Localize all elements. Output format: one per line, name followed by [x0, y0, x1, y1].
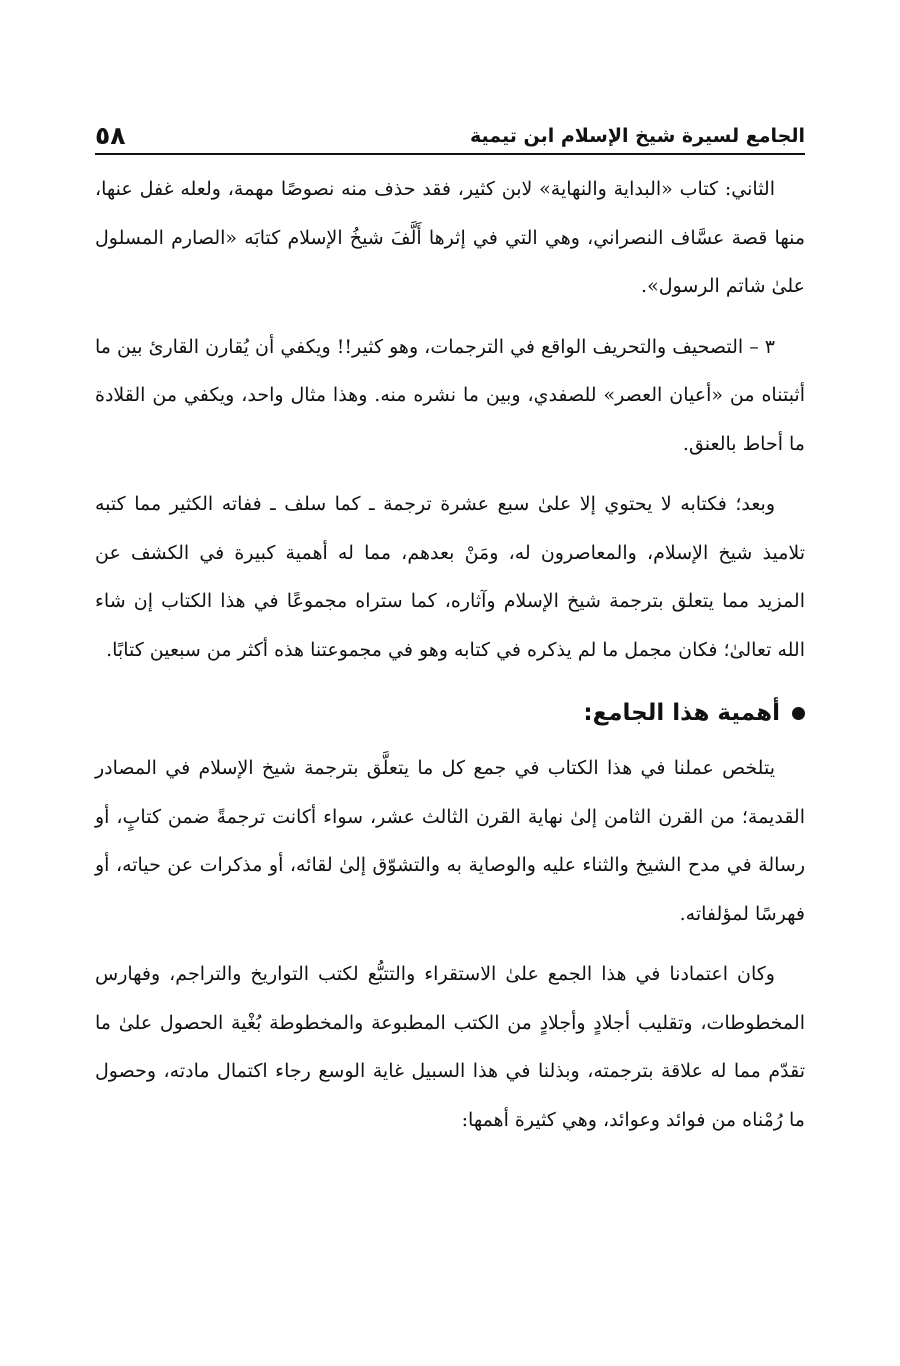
book-page	[95, 0, 805, 1366]
header-divider	[95, 153, 805, 155]
page-number: ٥٨	[95, 121, 126, 150]
section-heading-text: أهمية هذا الجامع:	[583, 700, 780, 726]
running-title: الجامع لسيرة شيخ الإسلام ابن تيمية	[469, 125, 805, 147]
paragraph-methodology: وكان اعتمادنا في هذا الجمع علىٰ الاستقراء والتتبُّع لكتب التواريخ والتراجم، وفهارس المخطوطات، وتقليب أجلادٍ وأجلادٍ من الكتب المطبوعة والمخطوطة بُغْية الحصول علىٰ ما تقدّم مما له علاقة بترجمته، وبذلنا في هذا السبيل غاية الوسع رجاء اكتمال مادته، وحصول ما رُمْناه من فوائد وعوائد، وهي كثيرة أهمها:	[95, 963, 805, 1131]
page-header	[95, 108, 805, 150]
section-heading	[95, 684, 805, 742]
paragraph-summary-of-work: يتلخص عملنا في هذا الكتاب في جمع كل ما يتعلَّق بترجمة شيخ الإسلام في المصادر القديمة؛ من القرن الثامن إلىٰ نهاية القرن الثالث عشر، سواء أكانت ترجمةً ضمن كتابٍ، أو رسالة في مدح الشيخ والثناء عليه والوصاية به والتشوّق إلىٰ لقائه، أو مذكرات عن حياته، أو فهرسًا لمؤلفاته.	[95, 757, 805, 925]
page-body	[95, 165, 805, 1144]
bullet-icon	[792, 707, 805, 720]
paragraph-tashif: ٣ – التصحيف والتحريف الواقع في الترجمات، وهو كثير!! ويكفي أن يُقارن القارئ بين ما أثبتناه من «أعيان العصر» للصفدي، وبين ما نشره منه. وهذا مثال واحد، ويكفي من القلادة ما أحاط بالعنق.	[95, 335, 805, 455]
paragraph-wa-baad: وبعد؛ فكتابه لا يحتوي إلا علىٰ سبع عشرة ترجمة ـ كما سلف ـ ففاته الكثير مما كتبه تلاميذ شيخ الإسلام، والمعاصرون له، ومَنْ بعدهم، مما له أهمية كبيرة في الكشف عن المزيد مما يتعلق بترجمة شيخ الإسلام وآثاره، كما ستراه مجموعًا في هذا الكتاب إن شاء الله تعالىٰ؛ فكان مجمل ما لم يذكره في كتابه وهو في مجموعتنا هذه أكثر من سبعين كتابًا.	[95, 493, 805, 661]
paragraph-kitab-al-bidaya: الثاني: كتاب «البداية والنهاية» لابن كثير، فقد حذف منه نصوصًا مهمة، ولعله غفل عنها، منها قصة عسَّاف النصراني، وهي التي في إثرها أَلَّفَ شيخُ الإسلام كتابَه «الصارم المسلول علىٰ شاتم الرسول».	[95, 178, 805, 297]
